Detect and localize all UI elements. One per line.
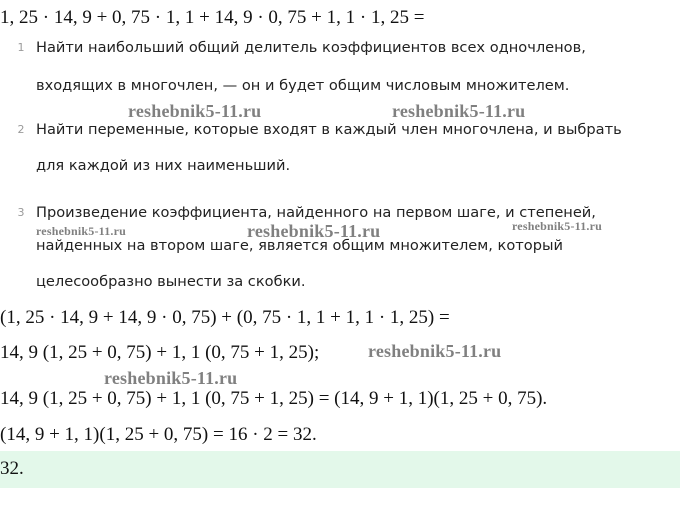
watermark: reshebnik5-11.ru bbox=[368, 341, 502, 361]
answer-highlight bbox=[0, 451, 680, 488]
step-text-line: Найти наибольший общий делитель коэффициентов всех одночленов, bbox=[36, 39, 586, 56]
step-text-line: Найти переменные, которые входят в каждый член многочлена, и выбрать bbox=[36, 121, 622, 138]
problem-expression: 1, 25 · 14, 9 + 0, 75 · 1, 1 + 14, 9 · 0, 75 + 1, 1 · 1, 25 = bbox=[0, 7, 425, 28]
step-number: 3 bbox=[17, 206, 25, 219]
watermark: reshebnik5-11.ru bbox=[512, 219, 602, 233]
step-number: 1 bbox=[17, 41, 25, 54]
solution-line: 14, 9 (1, 25 + 0, 75) + 1, 1 (0, 75 + 1, 25) = (14, 9 + 1, 1)(1, 25 + 0, 75). bbox=[0, 388, 548, 409]
answer-value: 32. bbox=[0, 458, 24, 479]
step-text-line: входящих в многочлен, — он и будет общим числовым множителем. bbox=[36, 77, 570, 94]
step-number: 2 bbox=[17, 123, 25, 136]
solution-line: (1, 25 · 14, 9 + 14, 9 · 0, 75) + (0, 75 · 1, 1 + 1, 1 · 1, 25) = bbox=[0, 307, 450, 328]
step-text-line: Произведение коэффициента, найденного на первом шаге, и степеней, bbox=[36, 204, 596, 221]
step-text-line: для каждой из них наименьший. bbox=[36, 157, 291, 174]
watermark: reshebnik5-11.ru bbox=[36, 224, 126, 238]
watermark: reshebnik5-11.ru bbox=[392, 101, 526, 121]
watermark: reshebnik5-11.ru bbox=[247, 221, 381, 241]
step-text-line: найденных на втором шаге, является общим множителем, который bbox=[36, 237, 563, 254]
step-text-line: целесообразно вынести за скобки. bbox=[36, 273, 306, 290]
watermark: reshebnik5-11.ru bbox=[104, 368, 238, 388]
solution-line: (14, 9 + 1, 1)(1, 25 + 0, 75) = 16 · 2 = 32. bbox=[0, 424, 317, 445]
solution-line: 14, 9 (1, 25 + 0, 75) + 1, 1 (0, 75 + 1, 25); bbox=[0, 342, 320, 363]
watermark: reshebnik5-11.ru bbox=[128, 101, 262, 121]
